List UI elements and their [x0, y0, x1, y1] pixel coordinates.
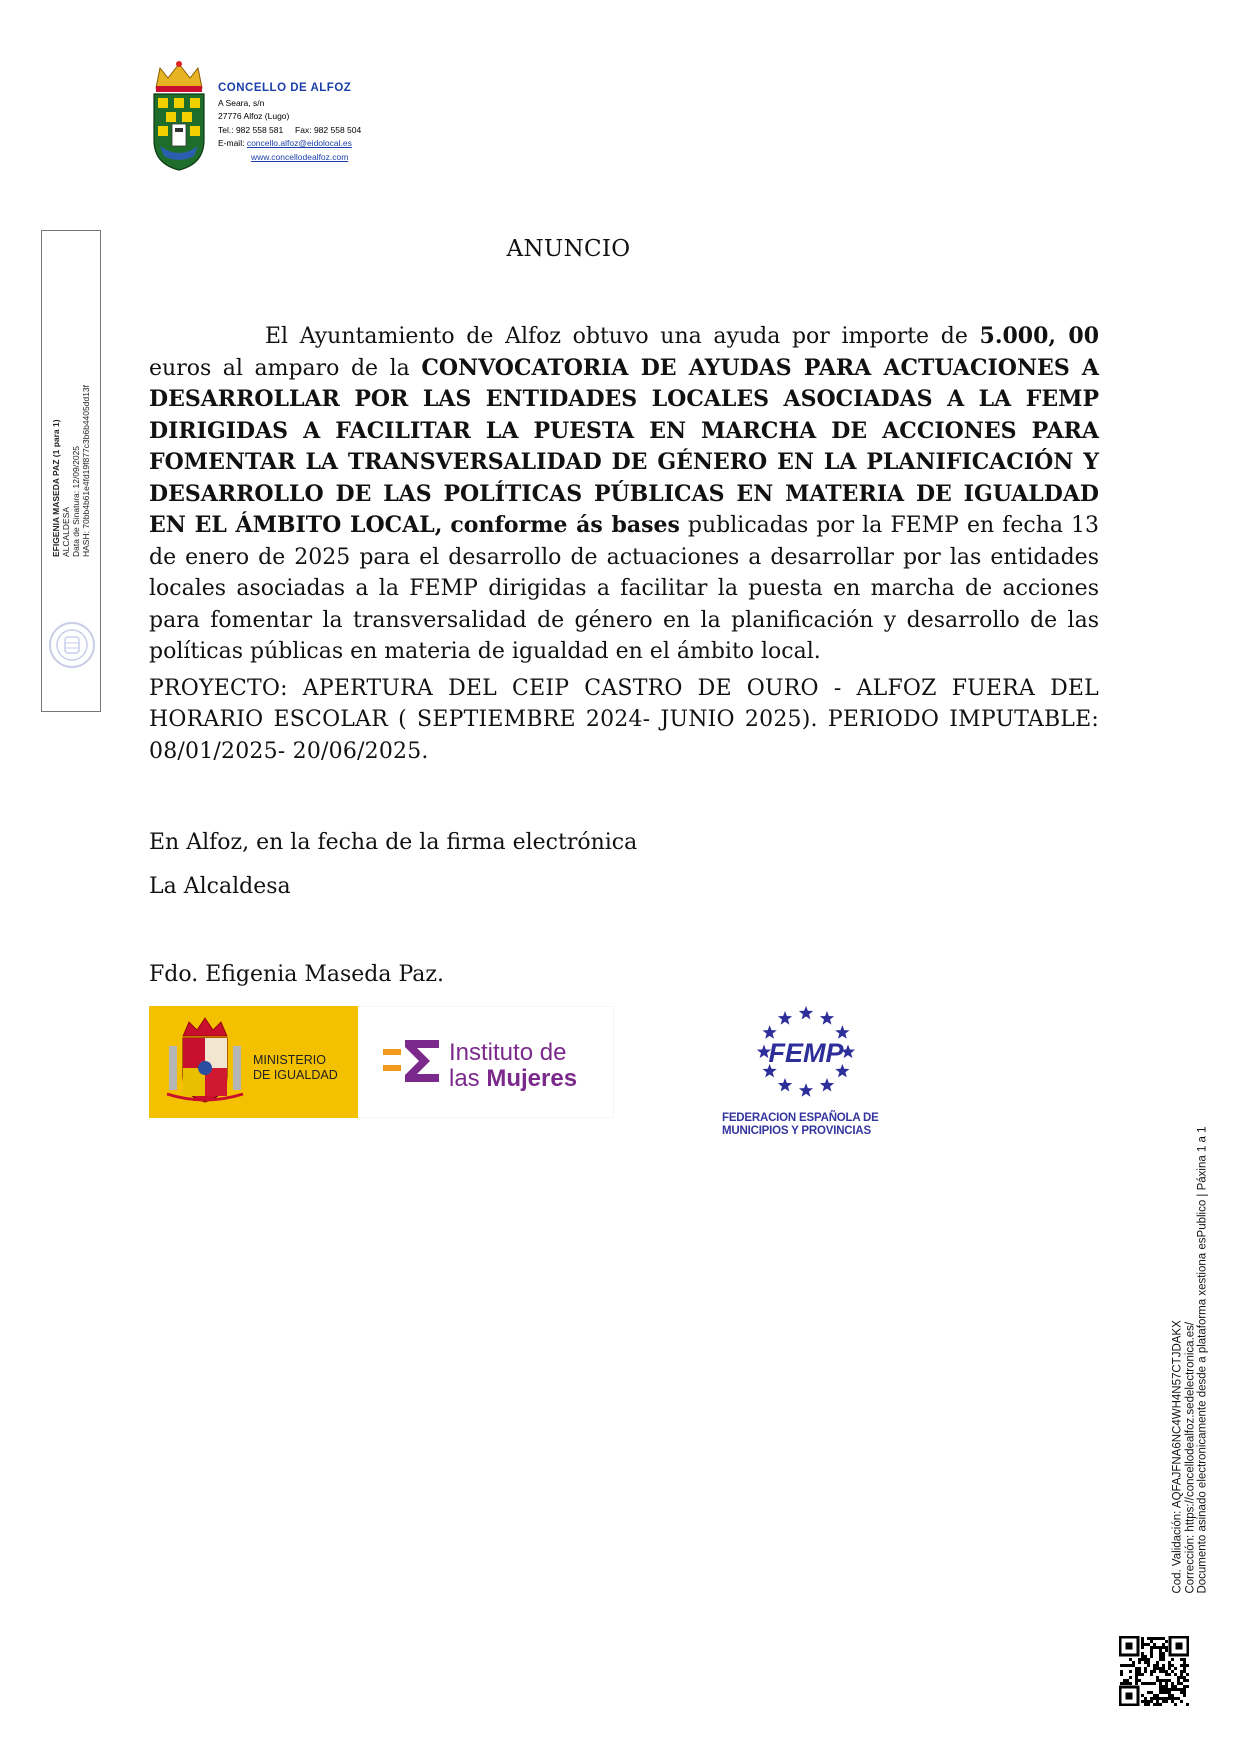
- qr-module: [1162, 1697, 1165, 1700]
- document-title: ANUNCIO: [506, 236, 631, 262]
- qr-module: [1174, 1673, 1177, 1676]
- qr-module: [1180, 1664, 1183, 1667]
- qr-module: [1171, 1694, 1174, 1697]
- qr-module: [1123, 1682, 1126, 1685]
- qr-module: [1165, 1691, 1168, 1694]
- qr-module: [1150, 1673, 1153, 1676]
- qr-module: [1153, 1703, 1156, 1706]
- femp-star: [835, 1025, 849, 1039]
- qr-module: [1159, 1667, 1162, 1670]
- qr-module: [1135, 1679, 1138, 1682]
- project-paragraph: PROYECTO: APERTURA DEL CEIP CASTRO DE OURO - ALFOZ FUERA DEL HORARIO ESCOLAR ( SEPTIEMBRE 2024- JUNIO 2025). PERIODO IMPUTABLE: 08/01/2025- 20/06/2025.: [149, 675, 1099, 764]
- qr-module: [1129, 1676, 1132, 1679]
- qr-module: [1150, 1697, 1153, 1700]
- qr-module: [1150, 1691, 1153, 1694]
- validation-block: [1171, 1126, 1209, 1593]
- qr-module: [1162, 1652, 1165, 1655]
- femp-star: [799, 1006, 813, 1020]
- qr-code-icon[interactable]: [1119, 1636, 1189, 1706]
- qr-module: [1132, 1661, 1135, 1664]
- ministerio-line-1: MINISTERIO: [253, 1053, 326, 1067]
- qr-module: [1162, 1667, 1165, 1670]
- qr-module: [1174, 1685, 1177, 1688]
- qr-module: [1153, 1664, 1156, 1667]
- qr-module: [1177, 1682, 1180, 1685]
- email-link[interactable]: concello.alfoz@eidolocal.es: [246, 138, 352, 148]
- qr-module: [1147, 1703, 1150, 1706]
- qr-module: [1159, 1670, 1162, 1673]
- qr-module: [1165, 1697, 1168, 1700]
- qr-module: [1144, 1643, 1147, 1646]
- qr-module: [1126, 1679, 1129, 1682]
- qr-module: [1141, 1700, 1144, 1703]
- qr-module: [1120, 1682, 1123, 1685]
- qr-module: [1141, 1655, 1144, 1658]
- qr-module: [1168, 1694, 1171, 1697]
- femp-caption-2: MUNICIPIOS Y PROVINCIAS: [722, 1125, 871, 1137]
- qr-module: [1183, 1685, 1186, 1688]
- qr-module: [1159, 1703, 1162, 1706]
- instituto-line-1: Instituto de: [449, 1039, 567, 1066]
- qr-module: [1147, 1682, 1150, 1685]
- fax: Fax: 982 558 504: [295, 124, 362, 135]
- qr-module: [1183, 1670, 1186, 1673]
- qr-module: [1126, 1664, 1129, 1667]
- qr-module: [1156, 1679, 1159, 1682]
- femp-caption-1: FEDERACION ESPAÑOLA DE: [722, 1112, 879, 1124]
- femp-acronym: FEMP: [768, 1038, 844, 1068]
- qr-module: [1135, 1676, 1138, 1679]
- qr-module: [1171, 1682, 1174, 1685]
- qr-module: [1153, 1646, 1156, 1649]
- signature-details: [51, 385, 91, 557]
- ministerio-line-2: DE IGUALDAD: [253, 1068, 338, 1082]
- qr-module: [1162, 1670, 1165, 1673]
- qr-module: [1165, 1688, 1168, 1691]
- qr-module: [1153, 1694, 1156, 1697]
- qr-module: [1147, 1643, 1150, 1646]
- qr-module: [1156, 1700, 1159, 1703]
- qr-module: [1129, 1670, 1132, 1673]
- qr-module: [1147, 1637, 1150, 1640]
- qr-module: [1144, 1655, 1147, 1658]
- qr-module: [1168, 1661, 1171, 1664]
- qr-module: [1141, 1646, 1144, 1649]
- qr-module: [1162, 1655, 1165, 1658]
- signer-role-line: La Alcaldesa: [149, 874, 291, 899]
- tel: Tel.: 982 558 581: [218, 124, 284, 135]
- letterhead: [218, 82, 361, 164]
- conforme-label: conforme ás bases: [450, 512, 680, 538]
- ministerio-instituto-logo: [149, 1006, 614, 1118]
- signature-hash: HASH: 70bb4b61e4fd19f877c3b6b4405dd13f: [81, 384, 91, 558]
- femp-logo: [716, 1000, 896, 1140]
- qr-module: [1138, 1661, 1141, 1664]
- qr-module: [1168, 1679, 1171, 1682]
- qr-module: [1186, 1685, 1189, 1688]
- qr-module: [1159, 1637, 1162, 1640]
- qr-module: [1183, 1658, 1186, 1661]
- qr-module: [1183, 1691, 1186, 1694]
- qr-module: [1162, 1643, 1165, 1646]
- qr-module: [1147, 1700, 1150, 1703]
- qr-module: [1171, 1685, 1174, 1688]
- qr-module: [1159, 1691, 1162, 1694]
- qr-module: [1120, 1664, 1123, 1667]
- qr-module: [1129, 1658, 1132, 1661]
- femp-star: [778, 1078, 792, 1092]
- qr-module: [1159, 1688, 1162, 1691]
- paragraph-main: [149, 321, 1099, 668]
- qr-module: [1177, 1688, 1180, 1691]
- qr-module: [1153, 1670, 1156, 1673]
- qr-module: [1147, 1661, 1150, 1664]
- qr-module: [1180, 1688, 1183, 1691]
- qr-module: [1153, 1643, 1156, 1646]
- qr-module: [1144, 1658, 1147, 1661]
- place-date: En Alfoz, en la fecha de la firma electrónica: [149, 830, 638, 855]
- qr-module: [1153, 1682, 1156, 1685]
- qr-module: [1162, 1685, 1165, 1688]
- qr-module: [1141, 1637, 1144, 1640]
- qr-module: [1159, 1652, 1162, 1655]
- signed-by: Fdo. Efigenia Maseda Paz.: [149, 962, 445, 987]
- address-line-2: 27776 Alfoz (Lugo): [218, 111, 290, 121]
- qr-module: [1141, 1643, 1144, 1646]
- qr-module: [1183, 1664, 1186, 1667]
- qr-module: [1147, 1691, 1150, 1694]
- instituto-line-2: las Mujeres: [449, 1065, 578, 1092]
- qr-module: [1120, 1670, 1123, 1673]
- qr-module: [1180, 1670, 1183, 1673]
- qr-module: [1156, 1637, 1159, 1640]
- qr-module: [1156, 1697, 1159, 1700]
- qr-module: [1177, 1676, 1180, 1679]
- qr-module: [1180, 1658, 1183, 1661]
- qr-module: [1159, 1649, 1162, 1652]
- qr-module: [1150, 1640, 1153, 1643]
- signature-date: Data de Sinatura: 12/09/2025: [71, 445, 81, 558]
- validation-footer: Documento asinado electronicamente desde a plataforma xestiona esPublico | Páxina 1 a 1: [1196, 1126, 1209, 1594]
- qr-module: [1165, 1682, 1168, 1685]
- qr-module: [1183, 1667, 1186, 1670]
- qr-module: [1186, 1703, 1189, 1706]
- qr-module: [1162, 1664, 1165, 1667]
- qr-module: [1150, 1649, 1153, 1652]
- qr-module: [1165, 1700, 1168, 1703]
- qr-module: [1174, 1703, 1177, 1706]
- verification-url[interactable]: Corrección: https://concellodealfoz.sedelectronica.es/: [1183, 1321, 1196, 1594]
- signer-name: EFIGENIA MASEDA PAZ (1 para 1): [51, 419, 61, 558]
- amount: 5.000, 00: [979, 323, 1100, 349]
- qr-module: [1129, 1664, 1132, 1667]
- qr-module: [1156, 1664, 1159, 1667]
- qr-module: [1171, 1658, 1174, 1661]
- qr-module: [1186, 1673, 1189, 1676]
- femp-star: [762, 1025, 776, 1039]
- qr-module: [1159, 1646, 1162, 1649]
- qr-module: [1162, 1679, 1165, 1682]
- qr-module: [1162, 1637, 1165, 1640]
- qr-module: [1135, 1670, 1138, 1673]
- p1-text-b: euros al amparo de la: [149, 355, 422, 381]
- qr-module: [1123, 1679, 1126, 1682]
- municipal-seal-icon: [48, 621, 96, 669]
- qr-module: [1183, 1694, 1186, 1697]
- qr-module: [1141, 1652, 1144, 1655]
- qr-module: [1144, 1667, 1147, 1670]
- qr-module: [1135, 1682, 1138, 1685]
- qr-module: [1153, 1667, 1156, 1670]
- qr-module: [1183, 1661, 1186, 1664]
- qr-module: [1129, 1682, 1132, 1685]
- qr-module: [1156, 1661, 1159, 1664]
- qr-module: [1171, 1700, 1174, 1703]
- qr-module: [1150, 1700, 1153, 1703]
- signer-role: ALCALDESA: [61, 506, 71, 558]
- qr-module: [1138, 1673, 1141, 1676]
- qr-module: [1180, 1676, 1183, 1679]
- qr-module: [1162, 1691, 1165, 1694]
- p1-text-a: El Ayuntamiento de Alfoz obtuvo una ayuda por importe de: [265, 324, 980, 349]
- qr-module: [1120, 1673, 1123, 1676]
- qr-module: [1180, 1700, 1183, 1703]
- qr-module: [1159, 1655, 1162, 1658]
- validation-code: Cod. Validación: AQFAJFNA6NC4WH4N57CTJDAKX: [1171, 1320, 1184, 1594]
- email-label: E-mail:: [218, 138, 245, 148]
- qr-module: [1180, 1682, 1183, 1685]
- qr-module: [1144, 1682, 1147, 1685]
- qr-module: [1156, 1667, 1159, 1670]
- qr-module: [1150, 1682, 1153, 1685]
- qr-module: [1144, 1697, 1147, 1700]
- qr-module: [1162, 1658, 1165, 1661]
- qr-module: [1156, 1703, 1159, 1706]
- qr-module: [1144, 1700, 1147, 1703]
- qr-module: [1171, 1688, 1174, 1691]
- qr-module: [1171, 1697, 1174, 1700]
- qr-module: [1150, 1670, 1153, 1673]
- qr-module: [1165, 1649, 1168, 1652]
- femp-star: [778, 1011, 792, 1025]
- qr-module: [1141, 1673, 1144, 1676]
- qr-module: [1186, 1679, 1189, 1682]
- convocatoria-title: CONVOCATORIA DE AYUDAS PARA ACTUACIONES A DESARROLLAR POR LAS ENTIDADES LOCALES ASOCIADAS A LA FEMP DIRIGIDAS A FACILITAR LA PUESTA EN MARCHA DE ACCIONES PARA FOMENTAR LA TRANSVERSALIDAD DE GÉNERO EN LA PLANIFICACIÓN Y DESARROLLO DE LAS POLÍTICAS PÚBLICAS EN MATERIA DE IGUALDAD EN EL ÁMBITO LOCAL,: [149, 354, 1099, 538]
- qr-module: [1165, 1640, 1168, 1643]
- qr-module: [1150, 1655, 1153, 1658]
- qr-module: [1153, 1637, 1156, 1640]
- qr-module: [1144, 1661, 1147, 1664]
- qr-module: [1186, 1664, 1189, 1667]
- qr-module: [1138, 1679, 1141, 1682]
- qr-module: [1156, 1676, 1159, 1679]
- qr-module: [1165, 1673, 1168, 1676]
- qr-module: [1168, 1667, 1171, 1670]
- femp-star: [820, 1078, 834, 1092]
- qr-module: [1162, 1646, 1165, 1649]
- address-line-1: A Seara, s/n: [218, 97, 265, 108]
- qr-module: [1141, 1694, 1144, 1697]
- qr-module: [1123, 1664, 1126, 1667]
- qr-module: [1168, 1691, 1171, 1694]
- qr-module: [1174, 1688, 1177, 1691]
- qr-module: [1141, 1640, 1144, 1643]
- qr-module: [1177, 1679, 1180, 1682]
- qr-module: [1165, 1679, 1168, 1682]
- qr-module: [1138, 1670, 1141, 1673]
- qr-module: [1147, 1664, 1150, 1667]
- qr-module: [1168, 1664, 1171, 1667]
- qr-module: [1150, 1652, 1153, 1655]
- qr-module: [1165, 1646, 1168, 1649]
- qr-module: [1171, 1670, 1174, 1673]
- qr-module: [1180, 1691, 1183, 1694]
- website-link[interactable]: www.concellodealfoz.com: [251, 151, 349, 162]
- femp-star: [799, 1083, 813, 1097]
- p1-text-c: publicadas por la FEMP en fecha 13 de enero de 2025 para el desarrollo de actuaciones a desarrollar por las entidades locales asociadas a la FEMP dirigidas a facilitar la puesta en marcha de acciones para fomentar la transversalidad de género en la planificación y desarrollo de las políticas públicas en materia de igualdad en el ámbito local.: [149, 513, 1100, 664]
- qr-module: [1135, 1673, 1138, 1676]
- qr-module: [1165, 1685, 1168, 1688]
- org-name: CONCELLO DE ALFOZ: [218, 82, 352, 94]
- qr-module: [1162, 1688, 1165, 1691]
- qr-module: [1153, 1697, 1156, 1700]
- qr-module: [1168, 1697, 1171, 1700]
- qr-module: [1144, 1670, 1147, 1673]
- qr-module: [1156, 1646, 1159, 1649]
- qr-module: [1147, 1658, 1150, 1661]
- qr-module: [1156, 1694, 1159, 1697]
- qr-module: [1177, 1697, 1180, 1700]
- qr-module: [1138, 1667, 1141, 1670]
- qr-module: [1126, 1682, 1129, 1685]
- qr-module: [1159, 1685, 1162, 1688]
- femp-star: [820, 1011, 834, 1025]
- qr-module: [1150, 1646, 1153, 1649]
- qr-module: [1141, 1658, 1144, 1661]
- qr-module: [1159, 1682, 1162, 1685]
- document-body: [149, 321, 1099, 767]
- qr-module: [1162, 1700, 1165, 1703]
- qr-module: [1159, 1658, 1162, 1661]
- qr-module: [1168, 1688, 1171, 1691]
- qr-module: [1135, 1667, 1138, 1670]
- qr-module: [1183, 1679, 1186, 1682]
- qr-module: [1183, 1688, 1186, 1691]
- coat-of-arms-icon: [150, 60, 208, 172]
- qr-module: [1159, 1697, 1162, 1700]
- qr-module: [1168, 1673, 1171, 1676]
- qr-module: [1159, 1679, 1162, 1682]
- stars-ring-icon: [716, 1000, 896, 1108]
- qr-module: [1165, 1670, 1168, 1673]
- qr-module: [1174, 1667, 1177, 1670]
- qr-module: [1141, 1682, 1144, 1685]
- qr-module: [1171, 1664, 1174, 1667]
- signature-box: [41, 230, 101, 712]
- qr-module: [1174, 1697, 1177, 1700]
- qr-module: [1138, 1658, 1141, 1661]
- qr-module: [1132, 1664, 1135, 1667]
- qr-module: [1180, 1673, 1183, 1676]
- qr-module: [1183, 1676, 1186, 1679]
- qr-module: [1150, 1637, 1153, 1640]
- qr-module: [1144, 1703, 1147, 1706]
